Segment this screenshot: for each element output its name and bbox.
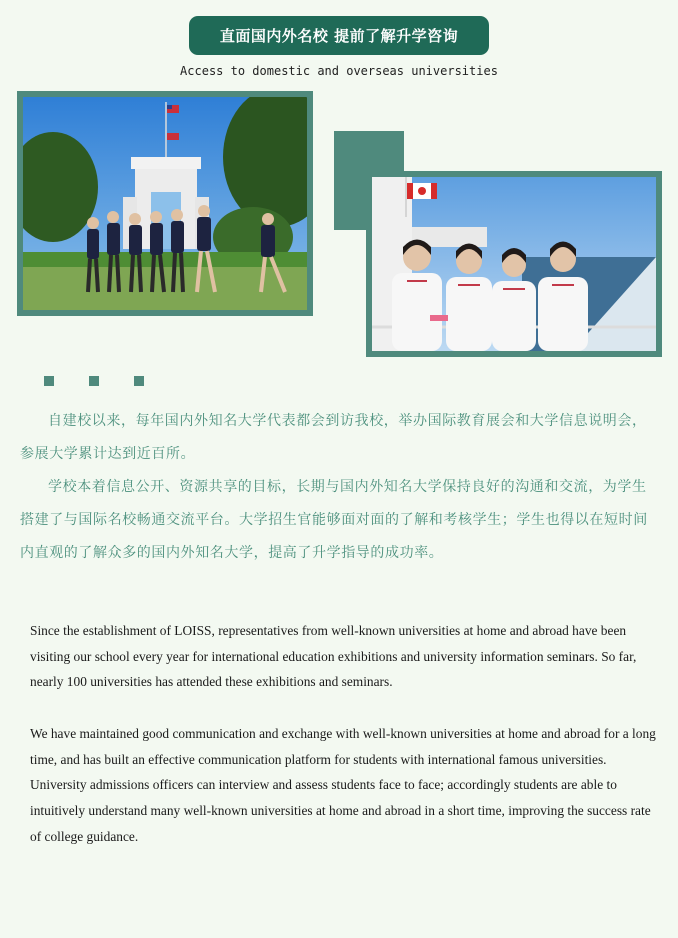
photo-students-ferry (366, 171, 662, 357)
english-description (30, 618, 660, 849)
photo-students-walking (17, 91, 313, 316)
decorative-dot (44, 376, 54, 386)
chinese-description (20, 405, 660, 570)
english-paragraph: We have maintained good communication and exchange with well-known universities at home and abroad for a long time, and has built an effective communication platform for students with international famous universities. University admissions officers can interview and assess students face to face; accordingly students are able to intuitively understand many well-known universities at home and abroad in a short time, improving the success rate of college guidance. (30, 725, 656, 844)
photo-students-walking-image (23, 97, 307, 310)
page-title-badge (189, 16, 489, 55)
decorative-dot (134, 376, 144, 386)
photo-students-ferry-image (372, 177, 656, 351)
page-subtitle: Access to domestic and overseas universities (180, 64, 498, 78)
chinese-paragraph: 自建校以来，每年国内外知名大学代表都会到访我校，举办国际教育展会和大学信息说明会，参展大学累计达到近百所。 (20, 413, 647, 462)
page-title: 直面国内外名校 提前了解升学咨询 (219, 27, 459, 45)
english-paragraph: Since the establishment of LOISS, representatives from well-known universities at home and abroad have been visiting our school every year for international education exhibitions and university information seminars. So far, nearly 100 universities has attended these exhibitions and seminars. (30, 623, 637, 690)
decorative-dot (89, 376, 99, 386)
chinese-paragraph: 学校本着信息公开、资源共享的目标，长期与国内外知名大学保持良好的沟通和交流，为学生搭建了与国际名校畅通交流平台。大学招生官能够面对面的了解和考核学生；学生也得以在短时间内直观的了解众多的国内外知名大学，提高了升学指导的成功率。 (20, 479, 648, 561)
